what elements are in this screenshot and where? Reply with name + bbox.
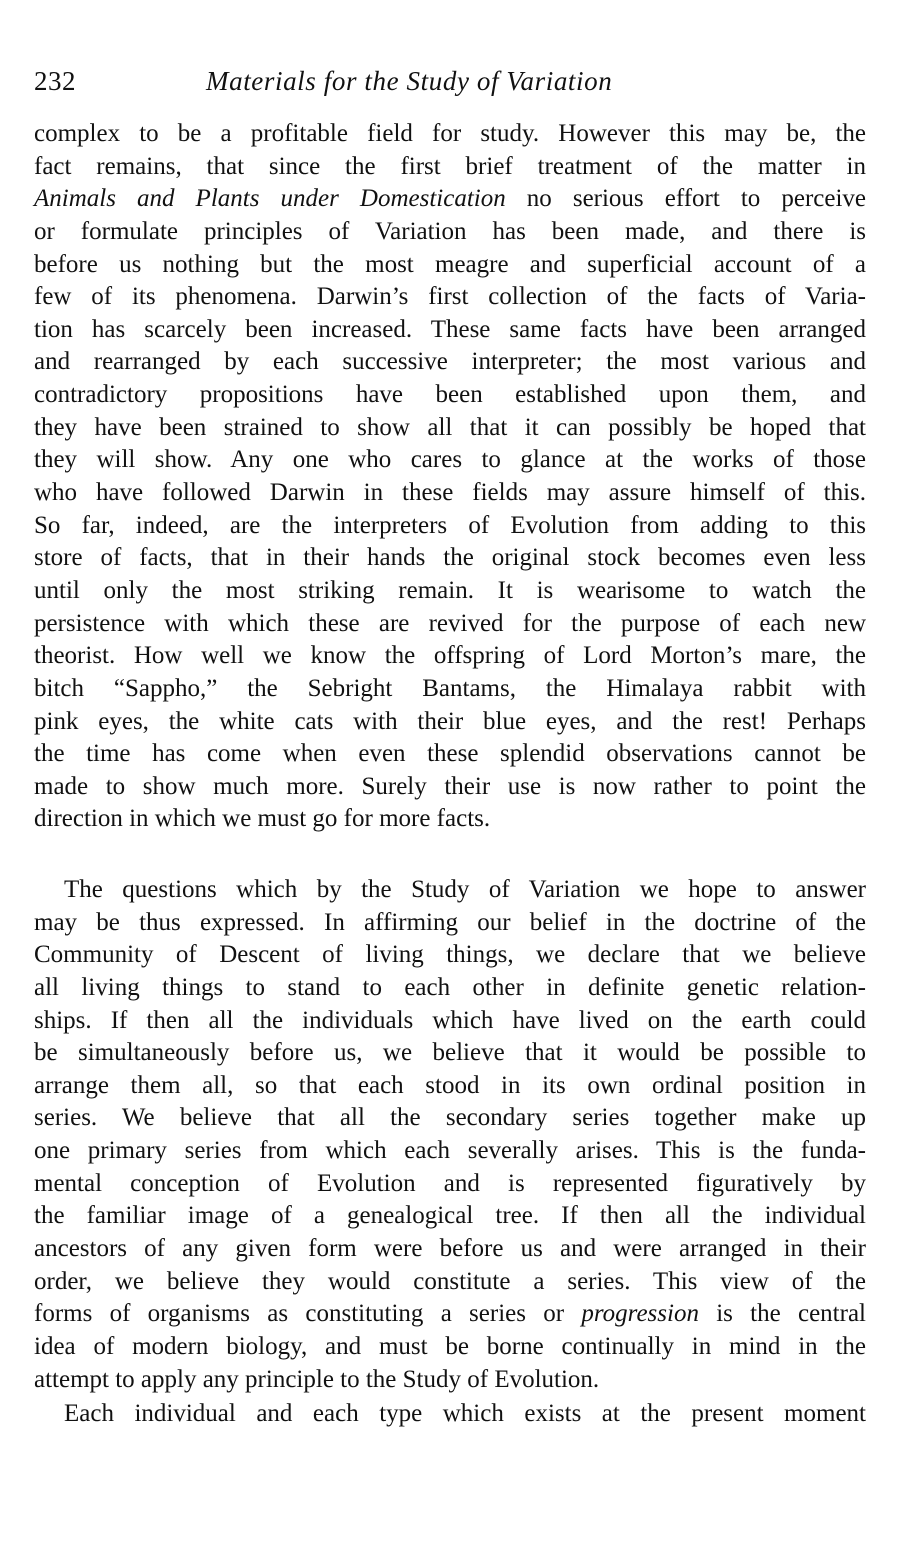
text-fragment: is the central xyxy=(698,1300,866,1328)
text-line: direction in which we must go for more facts. xyxy=(34,805,491,833)
text-line: who have followed Darwin in these fields may assure himself of this. xyxy=(34,479,866,507)
text-line: The questions which by the Study of Variation we hope to answer xyxy=(64,876,866,903)
text-line: they will show. Any one who cares to glance at the works of those xyxy=(34,446,866,474)
text-line: the time has come when even these splendid observations cannot be xyxy=(34,740,866,768)
text-line: be simultaneously before us, we believe that it would be possible to xyxy=(34,1039,866,1067)
text-line: store of facts, that in their hands the original stock becomes even less xyxy=(34,544,866,572)
text-line: series. We believe that all the secondary series together make up xyxy=(34,1104,866,1132)
text-line: all living things to stand to each other in definite genetic relation- xyxy=(34,973,866,1001)
text-line: the familiar image of a genealogical tree. If then all the individual xyxy=(34,1202,866,1230)
text-line: they have been strained to show all that it can possibly be hoped that xyxy=(34,413,866,441)
paragraph-2 xyxy=(34,874,866,1396)
text-line: theorist. How well we know the offspring of Lord Morton’s mare, the xyxy=(34,642,866,670)
text-line: fact remains, that since the first brief treatment of the matter in xyxy=(34,152,866,180)
text-line: Each individual and each type which exists at the present moment xyxy=(64,1400,866,1427)
emphasis-italic: progression xyxy=(581,1300,699,1328)
text-line xyxy=(34,183,866,216)
text-line: Community of Descent of living things, we declare that we believe xyxy=(34,941,866,969)
text-line: until only the most striking remain. It is wearisome to watch the xyxy=(34,576,866,604)
text-line: contradictory propositions have been established upon them, and xyxy=(34,381,866,409)
text-line: tion has scarcely been increased. These same facts have been arranged xyxy=(34,315,866,343)
text-line: made to show much more. Surely their use is now rather to point the xyxy=(34,772,866,800)
text-fragment: forms of organisms as constituting a series or xyxy=(34,1300,582,1328)
page-number: 232 xyxy=(34,66,76,96)
text-line: or formulate principles of Variation has been made, and there is xyxy=(34,217,866,245)
text-line: bitch “Sappho,” the Sebright Bantams, the Himalaya rabbit with xyxy=(34,674,866,702)
text-line: ships. If then all the individuals which have lived on the earth could xyxy=(34,1006,866,1034)
text-line: and rearranged by each successive interpreter; the most various and xyxy=(34,348,866,376)
text-line: may be thus expressed. In affirming our belief in the doctrine of the xyxy=(34,908,866,936)
book-title-italic: Animals and Plants under Domestication xyxy=(34,185,506,213)
text-line: few of its phenomena. Darwin’s first collection of the facts of Varia- xyxy=(34,283,866,311)
text-line: attempt to apply any principle to the Study of Evolution. xyxy=(34,1365,600,1393)
text-fragment: no serious effort to perceive xyxy=(526,185,867,213)
running-head xyxy=(34,58,866,98)
running-title: Materials for the Study of Variation xyxy=(206,66,613,96)
text-line: pink eyes, the white cats with their blue eyes, and the rest! Perhaps xyxy=(34,707,866,735)
text-line: order, we believe they would constitute a series. This view of the xyxy=(34,1267,866,1295)
text-line: idea of modern biology, and must be borne continually in mind in the xyxy=(34,1332,866,1360)
text-line: So far, indeed, are the interpreters of Evolution from adding to this xyxy=(34,511,866,539)
paragraph-3 xyxy=(34,1398,866,1431)
paragraph-1 xyxy=(34,118,866,836)
text-line: arrange them all, so that each stood in its own ordinal position in xyxy=(34,1071,866,1099)
text-line xyxy=(34,1298,866,1331)
text-line: before us nothing but the most meagre and superficial account of a xyxy=(34,250,866,278)
text-line: ancestors of any given form were before us and were arranged in their xyxy=(34,1235,866,1263)
text-line: persistence with which these are revived for the purpose of each new xyxy=(34,609,866,637)
text-line: mental conception of Evolution and is represented figuratively by xyxy=(34,1169,866,1197)
text-line: complex to be a profitable field for study. However this may be, the xyxy=(34,120,866,147)
text-line: one primary series from which each severally arises. This is the funda- xyxy=(34,1137,866,1165)
